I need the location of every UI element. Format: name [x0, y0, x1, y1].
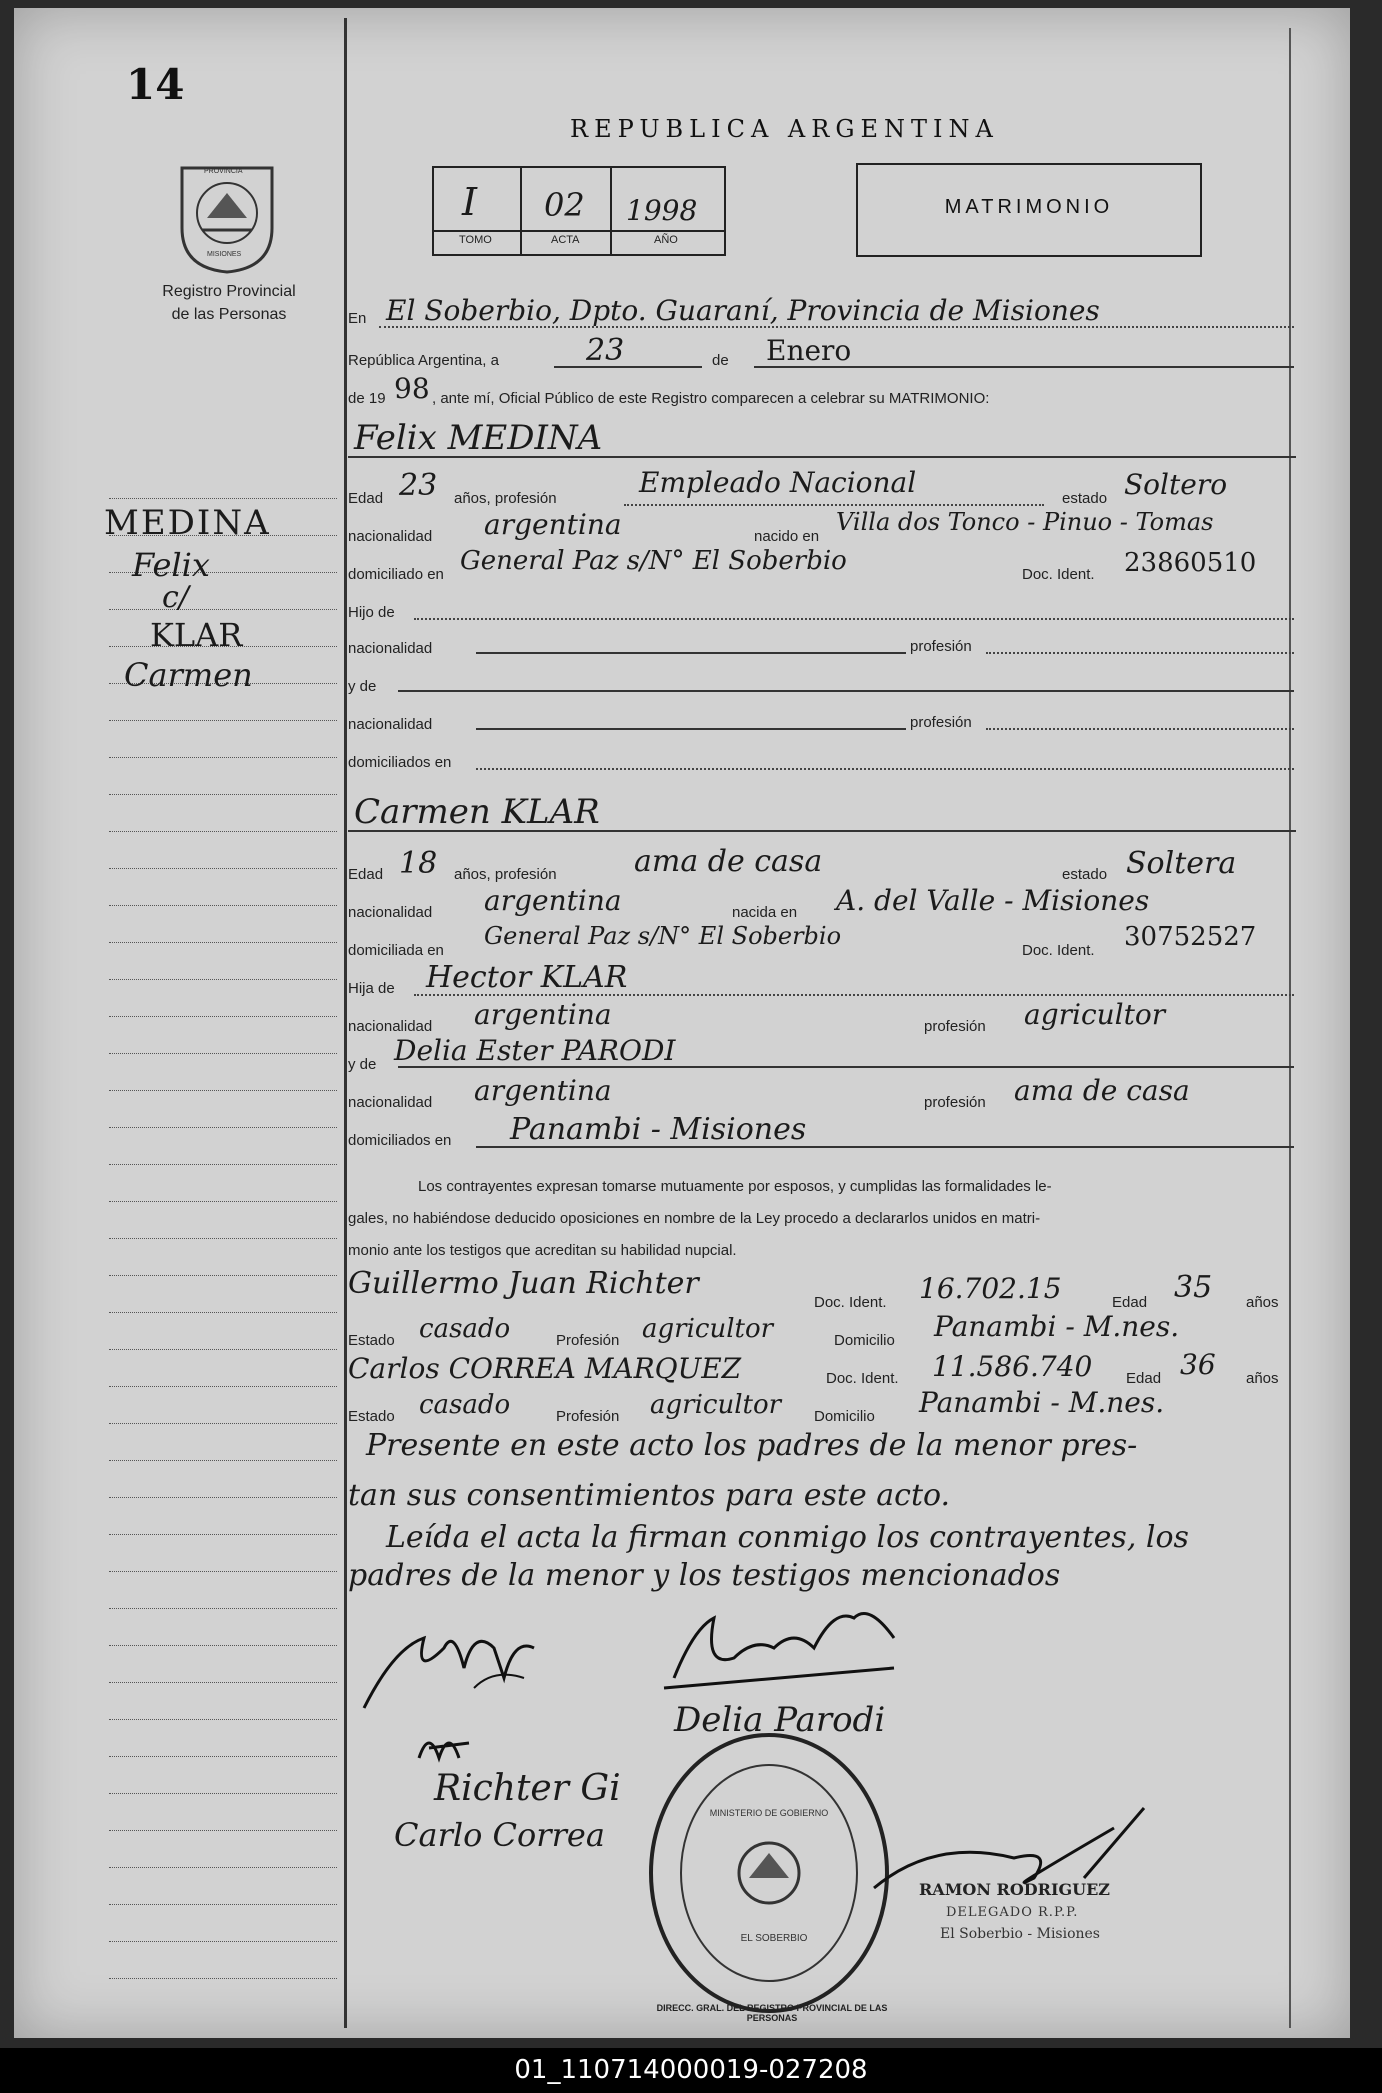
bride-nacida: A. del Valle - Misiones — [836, 884, 1150, 917]
groom-nacionalidad3-label: nacionalidad — [348, 716, 433, 733]
fill-line — [986, 652, 1294, 654]
margin-note-line4: KLAR — [150, 616, 243, 654]
witness1-domicilio-label: Domicilio — [834, 1332, 895, 1349]
fill-line — [476, 652, 906, 654]
groom-hijo-label: Hijo de — [348, 604, 395, 621]
witness1-domicilio: Panambi - M.nes. — [934, 1310, 1180, 1343]
ledger-line — [109, 1238, 337, 1239]
groom-nacido: Villa dos Tonco - Pinuo - Tomas — [836, 508, 1214, 536]
witness2-anos-label: años — [1246, 1370, 1279, 1387]
fill-line — [398, 1066, 1294, 1068]
tomo-value: I — [462, 180, 478, 224]
ledger-line — [109, 1978, 337, 1979]
ledger-line — [109, 1756, 337, 1757]
margin-note-line2: Felix — [132, 546, 210, 584]
provincial-seal-icon — [172, 158, 282, 276]
fill-line — [398, 690, 1294, 692]
bride-edad: 18 — [399, 846, 438, 881]
signature-delia: Delia Parodi — [674, 1700, 886, 1740]
ledger-line — [109, 1608, 337, 1609]
bride-domiciliados-label: domiciliados en — [348, 1132, 452, 1149]
ledger-line — [109, 1904, 337, 1905]
witness1-doc-label: Doc. Ident. — [814, 1294, 887, 1311]
intro-republica-label: República Argentina, a — [348, 352, 499, 369]
witness2-profesion: agricultor — [650, 1390, 782, 1420]
witness2-profesion-label: Profesión — [556, 1408, 620, 1425]
witness1-anos-label: años — [1246, 1294, 1279, 1311]
fill-line — [348, 456, 1296, 458]
declaration-line2: gales, no habiéndose deducido oposiciones en nombre de la Ley procedo a declararlos unidos en matri- — [348, 1210, 1041, 1227]
note-line1: Presente en este acto los padres de la menor pres- — [366, 1428, 1138, 1463]
witness1-estado: casado — [419, 1314, 511, 1344]
groom-doc: 23860510 — [1124, 548, 1257, 578]
groom-profesion2-label: profesión — [910, 638, 972, 655]
bride-nacionalidad-label: nacionalidad — [348, 904, 433, 921]
bride-y-de-label: y de — [348, 1056, 377, 1073]
document-id-footer: 01_110714000019-027208 — [0, 2048, 1382, 2093]
witness2-name: Carlos CORREA MARQUEZ — [348, 1352, 742, 1385]
ledger-line — [109, 609, 337, 610]
groom-domicilio: General Paz s/N° El Soberbio — [460, 546, 847, 576]
signature-correa: Carlo Correa — [394, 1816, 605, 1854]
registry-line1: Registro Provincial — [162, 283, 296, 300]
bride-madre-nac: argentina — [474, 1074, 612, 1107]
ledger-line — [109, 905, 337, 906]
right-edge-line — [1289, 28, 1291, 2028]
declaration-line3: monio ante los testigos que acreditan su habilidad nupcial. — [348, 1242, 737, 1259]
ledger-line — [109, 1053, 337, 1054]
fill-line — [554, 366, 702, 368]
ledger-line — [109, 1386, 337, 1387]
stamp-ring-text: DIRECC. GRAL. DEL REGISTRO PROVINCIAL DE LAS PERSONAS — [656, 2003, 888, 2023]
bride-hija-label: Hija de — [348, 980, 395, 997]
fill-line — [476, 728, 906, 730]
groom-edad: 23 — [399, 468, 438, 503]
margin-note-line5: Carmen — [124, 656, 253, 694]
bride-padre-nac: argentina — [474, 998, 612, 1031]
margin-note-line3: c/ — [162, 580, 189, 615]
witness1-edad: 35 — [1174, 1270, 1213, 1305]
witness2-estado: casado — [419, 1390, 511, 1420]
seal-text-top: PROVINCIA — [204, 168, 243, 175]
intro-statement: , ante mí, Oficial Público de este Registro comparecen a celebrar su MATRIMONIO: — [432, 390, 990, 407]
groom-y-de-label: y de — [348, 678, 377, 695]
ledger-line — [109, 1201, 337, 1202]
ledger-line — [109, 1349, 337, 1350]
ledger-line — [109, 1645, 337, 1646]
fill-line — [986, 728, 1294, 730]
ledger-line — [109, 498, 337, 499]
witness2-domicilio-label: Domicilio — [814, 1408, 875, 1425]
fill-line — [348, 830, 1296, 832]
bride-doc-label: Doc. Ident. — [1022, 942, 1095, 959]
ledger-line — [109, 1423, 337, 1424]
record-box-divider — [520, 166, 522, 254]
ledger-line — [109, 794, 337, 795]
ledger-line — [109, 1312, 337, 1313]
fill-line — [624, 504, 1044, 506]
witness1-doc: 16.702.15 — [919, 1272, 1062, 1305]
bride-estado: Soltera — [1126, 846, 1237, 881]
seal-text-bottom: MISIONES — [207, 251, 242, 258]
witness1-edad-label: Edad — [1112, 1294, 1148, 1311]
stamp-bottom-text: EL SOBERBIO — [740, 1933, 808, 1944]
groom-doc-label: Doc. Ident. — [1022, 566, 1095, 583]
witness1-name: Guillermo Juan Richter — [348, 1266, 699, 1301]
ledger-line — [109, 1090, 337, 1091]
fill-line — [754, 366, 1294, 368]
stamp-inner-text: MINISTERIO DE GOBIERNO — [709, 1808, 829, 1818]
witness2-edad-label: Edad — [1126, 1370, 1162, 1387]
note-line4: padres de la menor y los testigos mencionados — [348, 1558, 1061, 1593]
intro-en-label: En — [348, 310, 367, 327]
note-line2: tan sus consentimientos para este acto. — [348, 1478, 951, 1513]
groom-profesion: Empleado Nacional — [639, 466, 917, 499]
bride-estado-label: estado — [1062, 866, 1108, 883]
ledger-line — [109, 979, 337, 980]
witness1-estado-label: Estado — [348, 1332, 395, 1349]
ledger-line — [109, 1793, 337, 1794]
left-column-divider — [344, 18, 347, 2028]
ledger-line — [109, 1460, 337, 1461]
ledger-line — [109, 1830, 337, 1831]
witness2-edad: 36 — [1180, 1348, 1216, 1381]
ledger-line — [109, 1497, 337, 1498]
witness1-profesion: agricultor — [642, 1314, 774, 1344]
witness2-domicilio: Panambi - M.nes. — [919, 1386, 1165, 1419]
ledger-line — [109, 1016, 337, 1017]
bride-madre-prof-label: profesión — [924, 1094, 986, 1111]
groom-domiciliado-label: domiciliado en — [348, 566, 444, 583]
ledger-line — [109, 831, 337, 832]
bride-edad-label: Edad — [348, 866, 384, 883]
tomo-label: TOMO — [459, 234, 492, 246]
ledger-line — [109, 757, 337, 758]
groom-name: Felix MEDINA — [354, 418, 603, 458]
margin-note-line1: MEDINA — [104, 503, 271, 543]
bride-name: Carmen KLAR — [354, 792, 600, 832]
ano-value: 1998 — [626, 194, 698, 227]
document-page — [14, 8, 1350, 2038]
fill-line — [414, 994, 1294, 996]
record-box-divider — [610, 166, 612, 254]
ledger-line — [109, 942, 337, 943]
bride-domicilio: General Paz s/N° El Soberbio — [484, 922, 842, 950]
intro-month: Enero — [766, 334, 852, 367]
document-type: MATRIMONIO — [944, 196, 1114, 218]
witness2-doc: 11.586.740 — [932, 1350, 1093, 1383]
ledger-line — [109, 1941, 337, 1942]
bride-padre-nac-label: nacionalidad — [348, 1018, 433, 1035]
groom-nacionalidad: argentina — [484, 508, 622, 541]
acta-label: ACTA — [551, 234, 580, 246]
bride-nacida-label: nacida en — [732, 904, 798, 921]
intro-de-label: de — [712, 352, 729, 369]
ledger-line — [109, 1127, 337, 1128]
witness1-profesion-label: Profesión — [556, 1332, 620, 1349]
groom-anos-profesion-label: años, profesión — [454, 490, 557, 507]
ledger-line — [109, 868, 337, 869]
witness2-estado-label: Estado — [348, 1408, 395, 1425]
record-box-hline — [432, 230, 724, 232]
declaration-line1: Los contrayentes expresan tomarse mutuamente por esposos, y cumplidas las formalidades le- — [418, 1178, 1052, 1195]
groom-profesion3-label: profesión — [910, 714, 972, 731]
intro-year-label: de 19 — [348, 390, 386, 407]
ledger-line — [109, 1534, 337, 1535]
fill-line — [476, 1146, 1294, 1148]
groom-domiciliados-label: domiciliados en — [348, 754, 452, 771]
ledger-line — [109, 1275, 337, 1276]
ledger-line — [109, 1682, 337, 1683]
intro-day: 23 — [586, 333, 625, 368]
groom-nacido-label: nacido en — [754, 528, 820, 545]
registry-line2: de las Personas — [171, 306, 287, 323]
bride-signature-icon — [654, 1598, 914, 1708]
bride-nacionalidad: argentina — [484, 884, 622, 917]
bride-doc: 30752527 — [1124, 922, 1257, 952]
bride-madre: Delia Ester PARODI — [394, 1034, 676, 1067]
official-place: El Soberbio - Misiones — [940, 1926, 1100, 1942]
fill-line — [476, 768, 1294, 770]
fill-line — [379, 326, 1294, 328]
witness2-doc-label: Doc. Ident. — [826, 1370, 899, 1387]
page-number: 14 — [126, 60, 185, 109]
fill-line — [414, 618, 1294, 620]
bride-padre-prof-label: profesión — [924, 1018, 986, 1035]
groom-signature-icon — [354, 1608, 554, 1718]
ledger-line — [109, 1571, 337, 1572]
note-line3: Leída el acta la firman conmigo los contrayentes, los — [386, 1520, 1189, 1555]
ledger-line — [109, 1164, 337, 1165]
groom-estado-label: estado — [1062, 490, 1108, 507]
groom-nacionalidad-label: nacionalidad — [348, 528, 433, 545]
signature-richter: Richter Gi — [434, 1768, 621, 1809]
official-title: DELEGADO R.P.P. — [946, 1905, 1079, 1920]
bride-padre-prof: agricultor — [1024, 998, 1166, 1031]
intro-place: El Soberbio, Dpto. Guaraní, Provincia de Misiones — [386, 294, 1100, 327]
ano-label: AÑO — [654, 234, 678, 246]
groom-estado: Soltero — [1124, 468, 1228, 501]
groom-nacionalidad2-label: nacionalidad — [348, 640, 433, 657]
bride-domiciliada-label: domiciliada en — [348, 942, 444, 959]
ledger-line — [109, 720, 337, 721]
intro-year: 98 — [394, 372, 430, 405]
bride-profesion: ama de casa — [634, 844, 823, 879]
bride-domiciliados: Panambi - Misiones — [510, 1112, 807, 1147]
ledger-line — [109, 1719, 337, 1720]
acta-value: 02 — [544, 186, 585, 224]
official-name: RAMON RODRIGUEZ — [919, 1880, 1110, 1899]
bride-madre-prof: ama de casa — [1014, 1074, 1190, 1107]
country-heading: REPUBLICA ARGENTINA — [570, 115, 999, 143]
bride-anos-profesion-label: años, profesión — [454, 866, 557, 883]
bride-madre-nac-label: nacionalidad — [348, 1094, 433, 1111]
ledger-line — [109, 1867, 337, 1868]
groom-edad-label: Edad — [348, 490, 384, 507]
bride-padre: Hector KLAR — [426, 960, 628, 995]
